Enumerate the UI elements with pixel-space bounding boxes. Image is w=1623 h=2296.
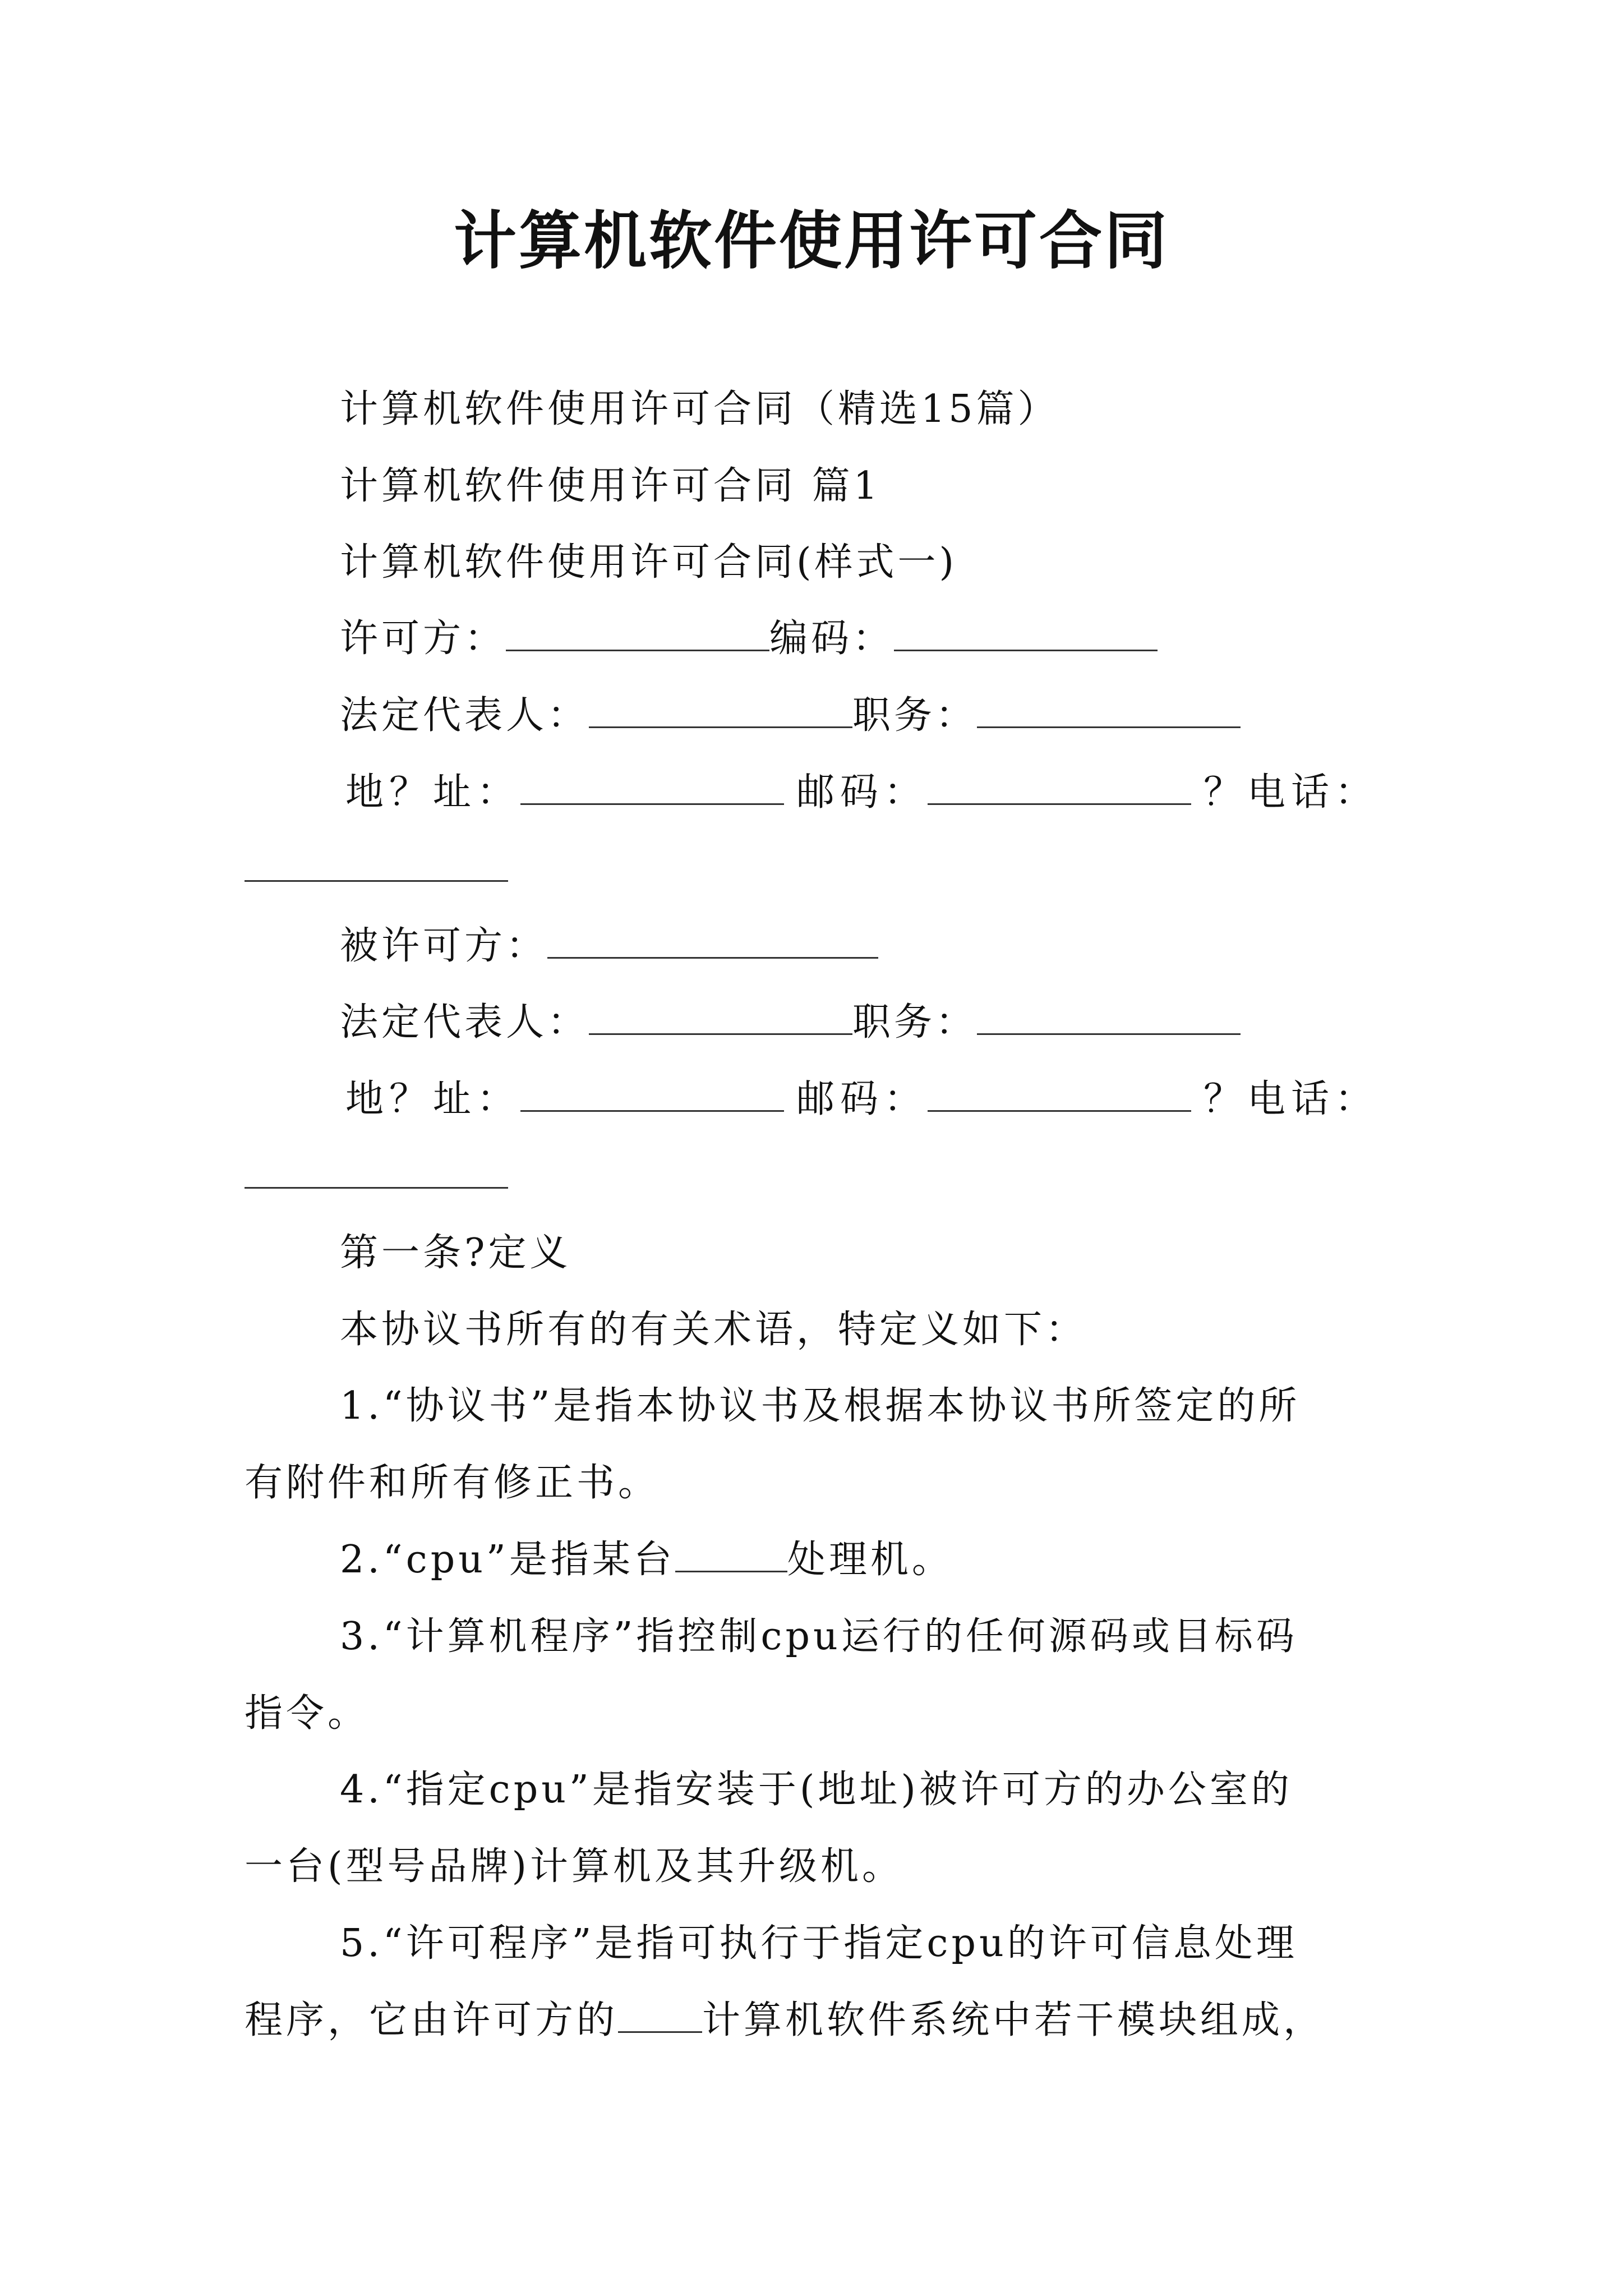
position-blank-2[interactable] [977, 999, 1241, 1035]
item1-line2: 有附件和所有修正书。 [245, 1461, 660, 1505]
item2-text-b: 处理机。 [787, 1538, 953, 1582]
position-label-2: 职务： [852, 1000, 978, 1045]
item5-blank[interactable] [618, 1996, 702, 2033]
licensor-label: 许可方： [340, 616, 506, 661]
licensee-blank[interactable] [547, 922, 878, 959]
line-heading-style1: 计算机软件使用许可合同(样式一) [340, 540, 958, 585]
phone-blank-2[interactable] [245, 1152, 508, 1189]
item3-line2: 指令。 [245, 1691, 370, 1736]
item3-line1: 3.“计算机程序”指控制cpu运行的任何源码或目标码 [340, 1614, 1298, 1659]
line-licensor-phone [245, 844, 1378, 895]
item5-line1: 5.“许可程序”是指可执行于指定cpu的许可信息处理 [340, 1921, 1298, 1966]
article1-intro: 本协议书所有的有关术语，特定义如下： [340, 1308, 1087, 1352]
legal-rep-label-2: 法定代表人： [340, 1000, 589, 1045]
item2-line [245, 1535, 1378, 1585]
postcode-blank-2[interactable] [928, 1075, 1191, 1112]
legal-rep-label: 法定代表人： [340, 693, 589, 738]
licensor-blank[interactable] [506, 615, 769, 651]
code-label: 编码： [769, 616, 895, 661]
item2-blank[interactable] [675, 1536, 787, 1572]
line-heading-selection: 计算机软件使用许可合同（精选15篇） [340, 387, 1059, 431]
phone-label: ？电话： [1203, 770, 1378, 815]
address-label-2: 地？址： [345, 1077, 521, 1121]
postcode-label-2: 邮码： [796, 1077, 928, 1121]
line-licensee-phone [245, 1151, 1378, 1202]
postcode-blank[interactable] [928, 769, 1191, 805]
item5-text-a: 程序，它由许可方的 [245, 1998, 619, 2042]
item4-line1: 4.“指定cpu”是指安装于(地址)被许可方的办公室的 [340, 1768, 1293, 1812]
address-label: 地？址： [345, 770, 521, 815]
code-blank[interactable] [894, 615, 1158, 651]
position-label: 职务： [852, 693, 978, 738]
line-licensee [245, 921, 1378, 972]
item1-line1: 1.“协议书”是指本协议书及根据本协议书所签定的所 [340, 1384, 1301, 1428]
item5-text-b: 计算机软件系统中若干模块组成， [702, 1998, 1325, 2042]
line-licensee-rep [245, 997, 1378, 1048]
phone-label-2: ？电话： [1203, 1077, 1378, 1121]
line-licensee-address [245, 1074, 1378, 1125]
line-licensor [245, 614, 1378, 664]
licensee-label: 被许可方： [340, 924, 548, 968]
postcode-label: 邮码： [796, 770, 928, 815]
article1-title: 第一条?定义 [340, 1231, 571, 1275]
legal-rep-blank-2[interactable] [589, 999, 852, 1035]
line-licensor-rep [245, 691, 1378, 741]
line-licensor-address [245, 767, 1378, 818]
legal-rep-blank[interactable] [589, 692, 852, 728]
phone-blank[interactable] [245, 845, 508, 882]
address-blank-2[interactable] [520, 1075, 784, 1112]
address-blank[interactable] [520, 769, 784, 805]
document-title: 计算机软件使用许可合同 [454, 204, 1169, 278]
line-heading-part1: 计算机软件使用许可合同 篇1 [340, 464, 881, 508]
item4-line2: 一台(型号品牌)计算机及其升级机。 [245, 1844, 904, 1889]
position-blank[interactable] [977, 692, 1241, 728]
item5-line2 [245, 1995, 1378, 2046]
item2-text-a: 2.“cpu”是指某台 [340, 1538, 675, 1582]
